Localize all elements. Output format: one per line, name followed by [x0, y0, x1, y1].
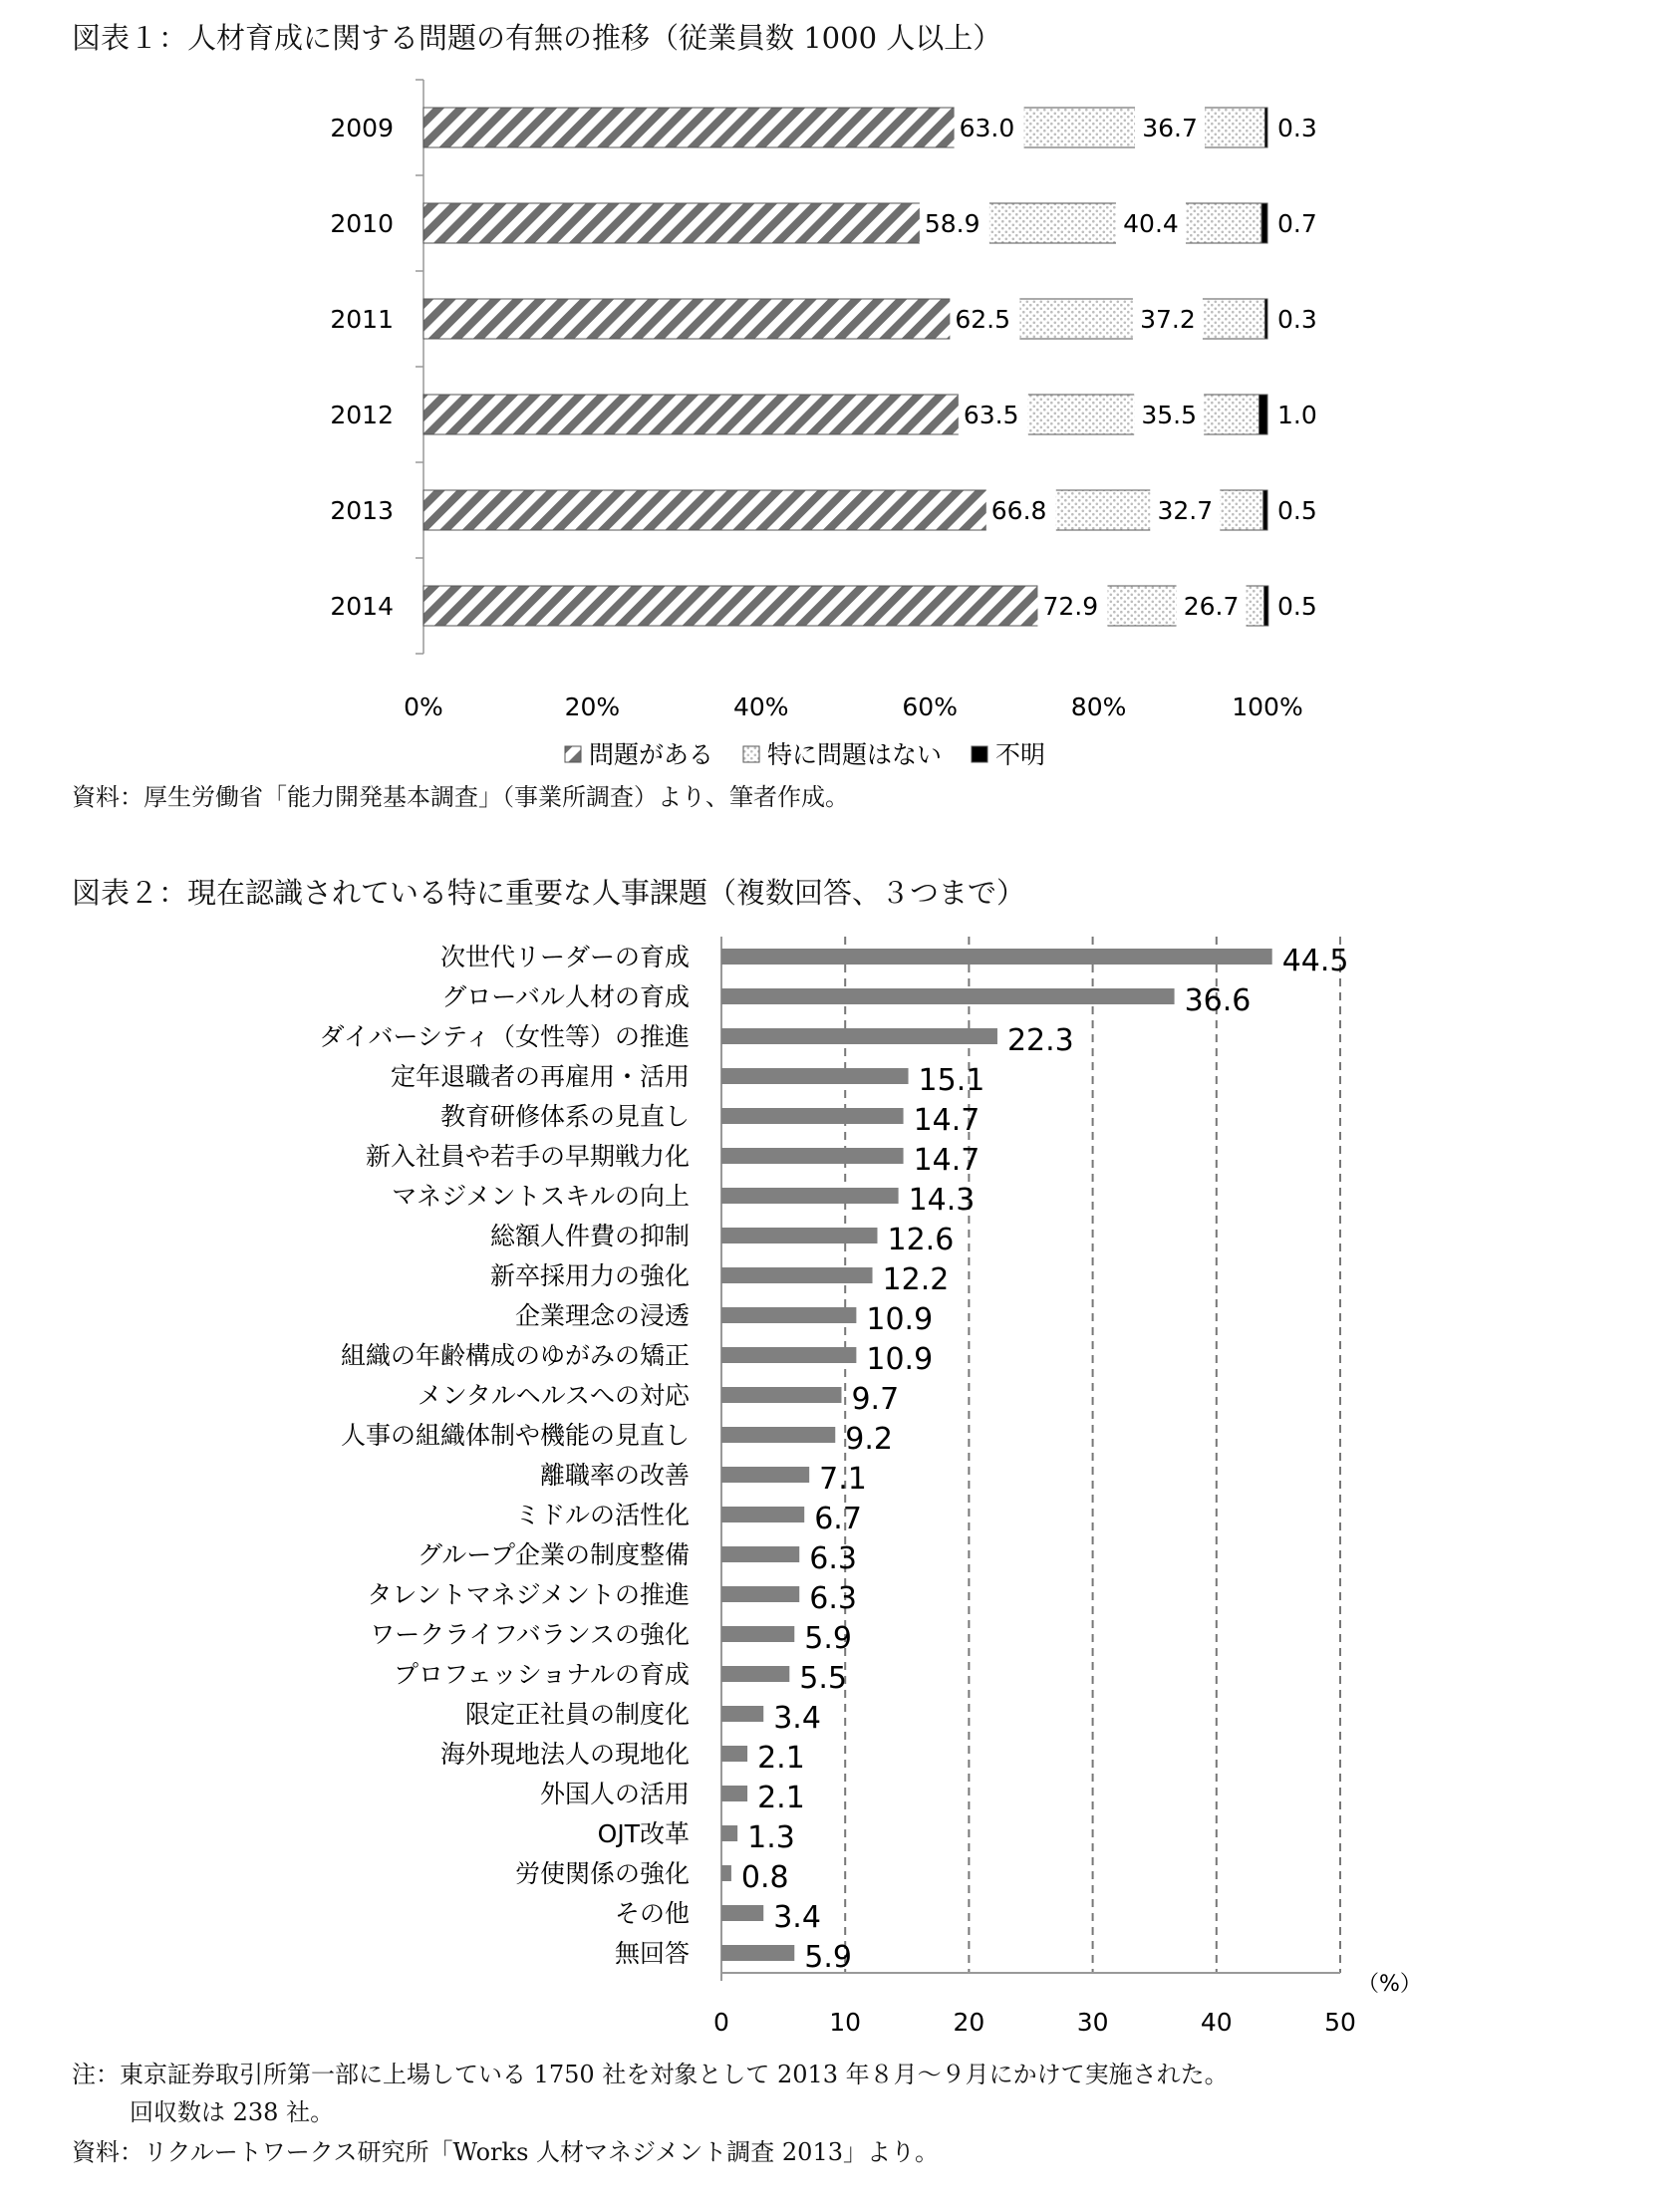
figure2-note: 注：東京証券取引所第一部に上場している 1750 社を対象として 2013 年８月～９月にかけて実施された。 [72, 2061, 1229, 2088]
chart2-x-tick-label: 30 [1076, 2008, 1109, 2037]
chart2-category-label: 新入社員や若手の早期戦力化 [365, 1142, 690, 1171]
chart2-value-label: 14.7 [913, 1103, 980, 1138]
chart1-data-label: 0.7 [1277, 209, 1317, 238]
chart1-data-label: 66.8 [990, 496, 1047, 525]
chart1-x-tick-label: 60% [902, 692, 958, 721]
chart2-value-label: 2.1 [757, 1781, 805, 1815]
chart2-bar [721, 1626, 794, 1642]
chart2-x-tick-label: 50 [1324, 2008, 1356, 2037]
chart2-x-tick-label: 0 [713, 2008, 729, 2037]
chart2 [0, 917, 1680, 2053]
chart1-data-label: 36.7 [1142, 114, 1198, 142]
chart1-data-label: 0.3 [1277, 305, 1317, 334]
chart2-x-tick-label: 40 [1200, 2008, 1233, 2037]
chart2-category-label: 労使関係の強化 [514, 1859, 690, 1888]
chart1-data-label: 32.7 [1157, 496, 1214, 525]
chart2-bar [721, 1825, 737, 1841]
chart2-category-label: 定年退職者の再雇用・活用 [390, 1062, 690, 1091]
chart1-data-label: 40.4 [1123, 209, 1179, 238]
chart2-category-label: グループ企業の制度整備 [417, 1540, 690, 1569]
chart2-value-label: 3.4 [773, 1900, 821, 1935]
chart2-category-label: ミドルの活性化 [514, 1501, 690, 1529]
chart2-category-label: タレントマネジメントの推進 [367, 1580, 690, 1609]
chart1-legend-label: 問題がある [589, 740, 714, 769]
chart2-category-label: ワークライフバランスの強化 [370, 1620, 690, 1649]
chart1-data-label: 72.9 [1042, 592, 1099, 621]
chart1-bar-problem [423, 490, 987, 530]
chart1-x-tick-label: 20% [564, 692, 621, 721]
chart1-year-label: 2009 [330, 114, 394, 142]
chart1-data-label: 63.0 [959, 114, 1015, 142]
chart2-category-label: 次世代リーダーの育成 [439, 943, 690, 971]
chart1-bar-problem [423, 586, 1038, 626]
chart2-value-label: 22.3 [1006, 1023, 1074, 1058]
chart2-bar [721, 1148, 904, 1164]
chart2-bar [721, 1188, 899, 1204]
chart2-value-label: 6.7 [814, 1502, 862, 1536]
chart1 [0, 0, 1680, 787]
chart1-legend-swatch [565, 746, 581, 762]
chart1-legend-label: 不明 [995, 740, 1046, 769]
chart2-category-label: ダイバーシティ（女性等）の推進 [319, 1022, 690, 1051]
chart1-bar-problem [423, 108, 956, 147]
chart2-value-label: 2.1 [757, 1741, 805, 1776]
chart1-year-label: 2010 [330, 209, 394, 238]
chart2-bar [721, 1028, 997, 1044]
chart2-category-label: 海外現地法人の現地化 [439, 1740, 690, 1769]
chart2-value-label: 10.9 [866, 1302, 934, 1337]
chart1-bar-problem [423, 299, 951, 339]
chart2-value-label: 3.4 [773, 1701, 821, 1736]
chart2-value-label: 9.7 [851, 1382, 900, 1417]
chart2-bar [721, 1387, 841, 1403]
chart2-category-label: 人事の組織体制や機能の見直し [340, 1421, 690, 1450]
chart2-category-label: メンタルヘルスへの対応 [417, 1381, 690, 1410]
chart2-value-label: 5.5 [799, 1661, 848, 1696]
chart1-x-tick-label: 40% [733, 692, 789, 721]
chart2-value-label: 7.1 [819, 1462, 867, 1497]
chart2-category-label: 外国人の活用 [539, 1780, 690, 1808]
chart2-category-label: 組織の年齢構成のゆがみの矯正 [340, 1341, 690, 1370]
chart1-data-label: 37.2 [1140, 305, 1196, 334]
chart1-year-label: 2013 [330, 496, 394, 525]
chart1-data-label: 26.7 [1183, 592, 1240, 621]
chart2-bar [721, 1586, 799, 1602]
chart2-category-label: 新卒採用力の強化 [489, 1261, 690, 1290]
chart1-x-tick-label: 80% [1070, 692, 1127, 721]
chart2-bar [721, 1507, 804, 1522]
chart2-value-label: 5.9 [804, 1940, 852, 1975]
chart2-bar [721, 1746, 747, 1762]
chart2-value-label: 14.7 [913, 1143, 980, 1178]
chart1-data-label: 62.5 [955, 305, 1011, 334]
chart2-category-label: 総額人件費の抑制 [489, 1222, 690, 1250]
chart2-bar [721, 1945, 794, 1961]
chart2-value-label: 15.1 [918, 1063, 985, 1098]
chart1-bar-problem [423, 395, 960, 434]
chart2-bar [721, 1068, 909, 1084]
chart2-unit-label: （%） [1357, 1972, 1422, 1997]
chart1-bar-unknown [1264, 299, 1267, 339]
chart2-bar [721, 1307, 856, 1323]
chart2-value-label: 9.2 [845, 1422, 893, 1457]
chart2-category-label: 教育研修体系の見直し [439, 1102, 690, 1131]
chart1-legend-label: 特に問題はない [767, 740, 943, 769]
chart2-category-label: マネジメントスキルの向上 [392, 1182, 690, 1211]
figure2-source: 資料：リクルートワークス研究所「Works 人材マネジメント調査 2013」より。 [72, 2138, 939, 2166]
chart1-bar-unknown [1263, 490, 1267, 530]
chart2-bar [721, 1267, 873, 1283]
chart2-category-label: その他 [614, 1899, 690, 1928]
chart2-x-tick-label: 10 [829, 2008, 862, 2037]
chart1-data-label: 35.5 [1141, 401, 1198, 429]
figure1-title: 図表１：人材育成に関する問題の有無の推移（従業員数 1000 人以上） [72, 21, 1002, 55]
chart1-data-label: 63.5 [963, 401, 1019, 429]
chart2-bar [721, 1108, 904, 1124]
chart2-value-label: 36.6 [1184, 983, 1252, 1018]
chart1-legend-swatch [972, 746, 987, 762]
chart2-bar [721, 988, 1175, 1004]
chart2-value-label: 14.3 [908, 1183, 976, 1218]
chart1-bar-unknown [1261, 203, 1267, 243]
figure2-note-continued: 回収数は 238 社。 [130, 2098, 335, 2126]
chart2-bar [721, 1706, 763, 1722]
chart2-value-label: 0.8 [740, 1860, 789, 1895]
chart1-legend-swatch [743, 746, 759, 762]
chart2-bar [721, 1467, 809, 1483]
chart2-bar [721, 1546, 799, 1562]
chart2-bar [721, 1228, 877, 1243]
chart1-year-label: 2014 [330, 592, 394, 621]
chart1-data-label: 0.5 [1277, 592, 1317, 621]
chart2-value-label: 44.5 [1281, 944, 1349, 978]
chart2-category-label: 限定正社員の制度化 [464, 1700, 690, 1729]
chart2-value-label: 1.3 [747, 1820, 795, 1855]
chart2-bar [721, 1865, 731, 1881]
chart2-bar [721, 1905, 763, 1921]
chart2-bar [721, 1427, 835, 1443]
chart2-value-label: 12.6 [887, 1223, 955, 1257]
chart2-bar [721, 1666, 789, 1682]
chart2-value-label: 5.9 [804, 1621, 852, 1656]
chart2-category-label: プロフェッショナルの育成 [393, 1660, 690, 1689]
figure2-title: 図表２：現在認識されている特に重要な人事課題（複数回答、３つまで） [72, 876, 1026, 910]
chart2-value-label: 6.3 [809, 1541, 857, 1576]
chart1-x-tick-label: 0% [404, 692, 443, 721]
chart1-data-label: 0.3 [1277, 114, 1317, 142]
chart2-bar [721, 1347, 856, 1363]
chart2-category-label: 企業理念の浸透 [514, 1301, 690, 1330]
chart2-category-label: OJT改革 [597, 1819, 690, 1848]
chart1-data-label: 0.5 [1277, 496, 1317, 525]
chart2-category-label: 離職率の改善 [539, 1461, 690, 1490]
chart1-bar-unknown [1260, 395, 1267, 434]
chart1-year-label: 2012 [330, 401, 394, 429]
chart1-bar-problem [423, 203, 921, 243]
chart1-x-tick-label: 100% [1232, 692, 1303, 721]
chart1-bar-unknown [1264, 108, 1267, 147]
chart2-x-tick-label: 20 [953, 2008, 985, 2037]
chart2-category-label: グローバル人材の育成 [441, 982, 690, 1011]
chart2-category-label: 無回答 [614, 1939, 690, 1968]
figure1-source: 資料：厚生労働省「能力開発基本調査」（事業所調査）より、筆者作成。 [72, 783, 849, 811]
chart1-year-label: 2011 [330, 305, 394, 334]
chart2-value-label: 6.3 [809, 1581, 857, 1616]
chart2-bar [721, 1786, 747, 1801]
chart1-data-label: 58.9 [924, 209, 980, 238]
chart1-data-label: 1.0 [1277, 401, 1317, 429]
chart1-bar-unknown [1264, 586, 1268, 626]
chart2-value-label: 10.9 [866, 1342, 934, 1377]
chart2-bar [721, 949, 1272, 965]
chart2-value-label: 12.2 [882, 1262, 950, 1297]
